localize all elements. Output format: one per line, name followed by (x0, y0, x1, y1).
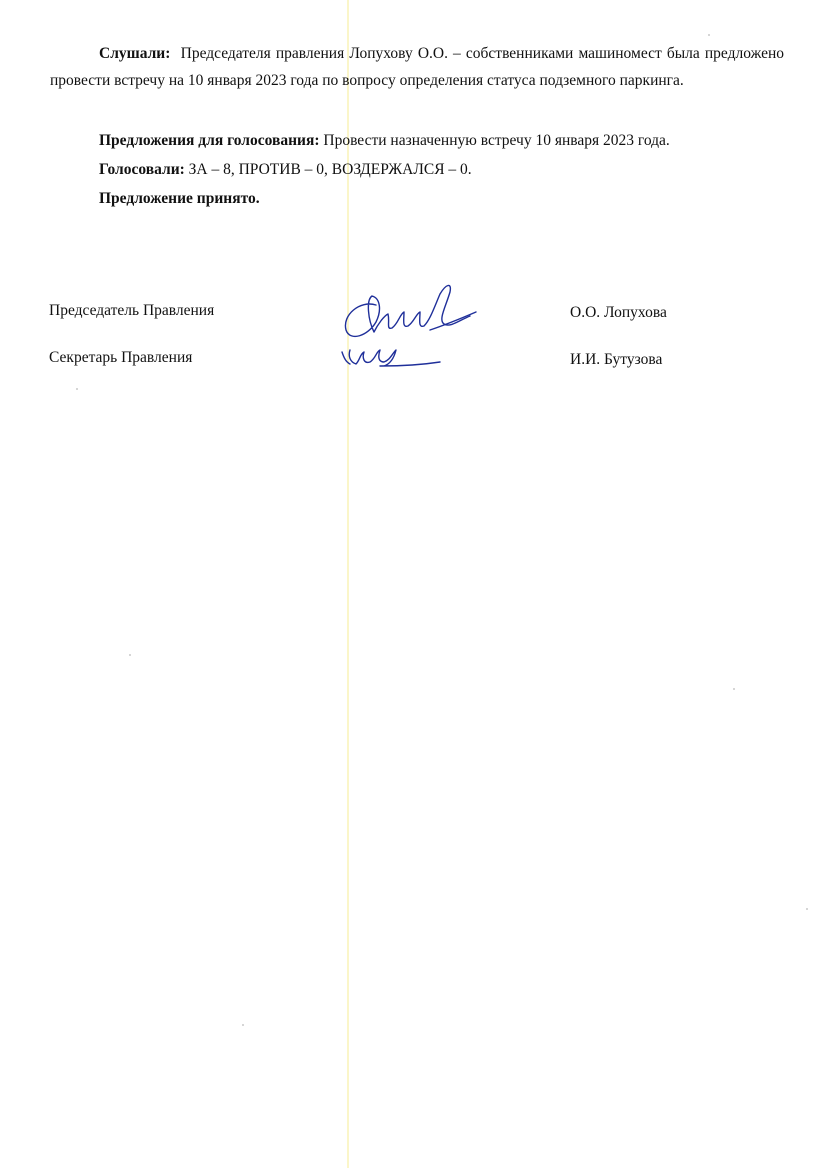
vote-label: Голосовали: (99, 161, 185, 178)
scan-speck (242, 1024, 244, 1026)
decision-paragraph (99, 186, 789, 213)
signature-stroke-chair (345, 285, 470, 336)
secretary-name: И.И. Бутузова (570, 351, 663, 368)
proposal-text: Провести назначенную встречу 10 января 2023 года. (323, 132, 670, 149)
vote-paragraph (99, 157, 789, 184)
scan-speck (733, 688, 735, 690)
heard-label: Слушали: (99, 45, 171, 62)
heard-text: Председателя правления Лопухову О.О. – собственниками машиномест была предложено провести встречу на 10 января 2023 года по вопросу определения статуса подземного паркинга. (50, 45, 785, 89)
handwritten-signature (320, 270, 490, 380)
heard-paragraph (50, 41, 784, 94)
scan-speck (129, 654, 131, 656)
chair-title: Председатель Правления (49, 302, 215, 319)
signature-stroke-secretary (342, 350, 440, 366)
decision-text: Предложение принято. (99, 190, 260, 207)
signature-stroke-swash (430, 312, 476, 330)
scan-speck (708, 34, 710, 36)
chair-name: О.О. Лопухова (570, 304, 667, 321)
scan-speck (806, 908, 808, 910)
scan-speck (76, 388, 78, 390)
proposal-paragraph (99, 128, 789, 155)
vote-text: ЗА – 8, ПРОТИВ – 0, ВОЗДЕРЖАЛСЯ – 0. (188, 161, 472, 178)
secretary-title: Секретарь Правления (49, 349, 193, 366)
proposal-label: Предложения для голосования: (99, 132, 320, 149)
